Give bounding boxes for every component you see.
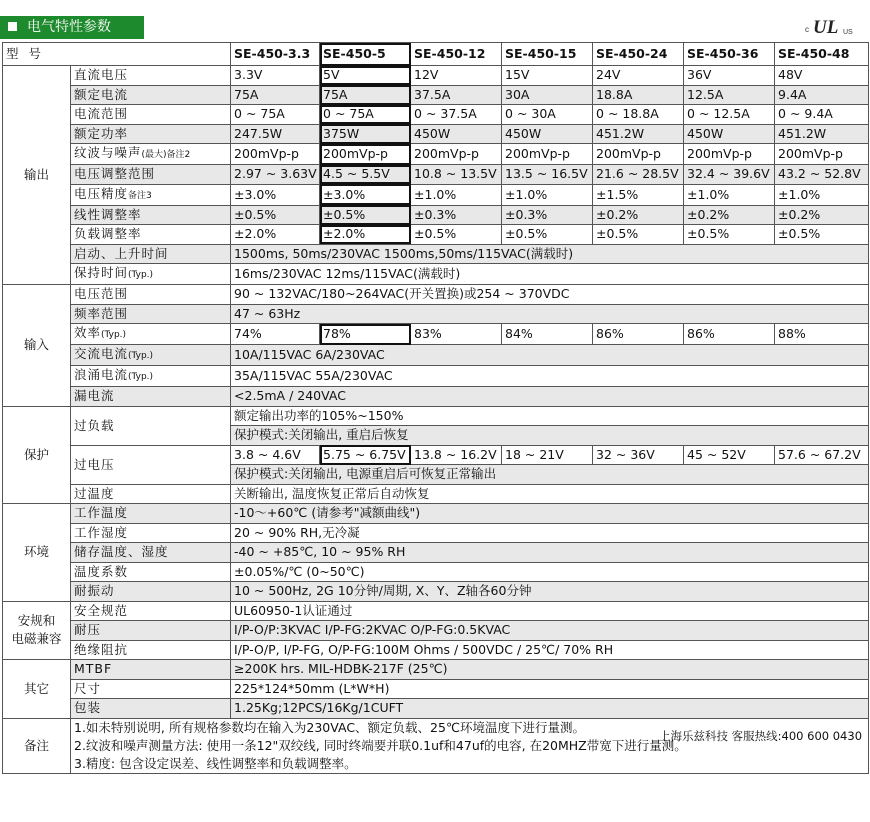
env-value: 10 ~ 500Hz, 2G 10分钟/周期, X、Y、Z轴各60分钟 xyxy=(231,582,869,602)
row-label xyxy=(71,205,231,225)
env-value: -10～+60℃ (请参考"减额曲线") xyxy=(231,504,869,524)
model-label: 型 号 xyxy=(3,43,231,66)
row-label xyxy=(71,387,231,407)
row-label-note: (Typ.) xyxy=(128,372,154,382)
row-label-text: 耐振动 xyxy=(74,583,115,599)
row-label xyxy=(71,324,231,345)
cert-us: US xyxy=(843,29,853,36)
row-label-text: 包装 xyxy=(74,700,102,716)
cell-value: 451.2W xyxy=(593,124,684,144)
row-label xyxy=(71,225,231,245)
row-label xyxy=(71,640,231,660)
model-name: SE-450-5 xyxy=(320,43,411,66)
cell-value: 0 ~ 37.5A xyxy=(411,105,502,125)
group-protection: 保护 xyxy=(3,406,71,504)
cell-value: ±1.0% xyxy=(775,184,869,205)
efficiency-value: 86% xyxy=(684,324,775,345)
inrush-value: 35A/115VAC 55A/230VAC xyxy=(231,366,869,387)
env-value: 20 ~ 90% RH,无冷凝 xyxy=(231,523,869,543)
group-safety-line1: 安规和 xyxy=(17,613,56,629)
leakage-value: <2.5mA / 240VAC xyxy=(231,387,869,407)
cell-value: ±0.5% xyxy=(411,225,502,245)
other-value: ≥200K hrs. MIL-HDBK-217F (25℃) xyxy=(231,660,869,680)
table-row xyxy=(3,621,869,641)
cell-value: 0 ~ 30A xyxy=(502,105,593,125)
voltage-range-value: 90 ~ 132VAC/180~264VAC(开关置换)或254 ~ 370VDC xyxy=(231,285,869,305)
cell-value: 48V xyxy=(775,66,869,86)
cell-value: 10.8 ~ 13.5V xyxy=(411,165,502,185)
table-row xyxy=(3,387,869,407)
row-label-text: 纹波与噪声 xyxy=(74,145,142,160)
cell-value: ±2.0% xyxy=(231,225,320,245)
cell-value: 21.6 ~ 28.5V xyxy=(593,165,684,185)
row-label xyxy=(71,679,231,699)
cell-value: 9.4A xyxy=(775,85,869,105)
model-name: SE-450-36 xyxy=(684,43,775,66)
row-label xyxy=(71,85,231,105)
row-label-text: 过负载 xyxy=(74,417,115,433)
row-label-text: 启动、上升时间 xyxy=(74,245,169,261)
row-label xyxy=(71,124,231,144)
row-label-text: 过电压 xyxy=(74,456,115,472)
cell-value: 200mVp-p xyxy=(593,144,684,165)
other-value: 1.25Kg;12PCS/16Kg/1CUFT xyxy=(231,699,869,719)
row-label xyxy=(71,105,231,125)
cell-value: 200mVp-p xyxy=(775,144,869,165)
efficiency-value: 78% xyxy=(320,324,411,345)
table-row xyxy=(3,165,869,185)
row-label-text: 频率范围 xyxy=(74,305,129,321)
group-safety xyxy=(3,601,71,660)
cell-value: ±0.3% xyxy=(502,205,593,225)
cell-value: 0 ~ 12.5A xyxy=(684,105,775,125)
row-label-text: 安全规范 xyxy=(74,602,129,618)
cell-value: 375W xyxy=(320,124,411,144)
table-row xyxy=(3,484,869,504)
hold-value: 16ms/230VAC 12ms/115VAC(满载时) xyxy=(231,264,869,285)
row-label-text: 额定功率 xyxy=(74,125,129,141)
row-label-text: 温度系数 xyxy=(74,563,129,579)
row-label xyxy=(71,621,231,641)
frequency-value: 47 ~ 63Hz xyxy=(231,304,869,324)
cell-value: 0 ~ 75A xyxy=(320,105,411,125)
cell-value: 15V xyxy=(502,66,593,86)
cell-value: 36V xyxy=(684,66,775,86)
row-label xyxy=(71,601,231,621)
row-label xyxy=(71,523,231,543)
row-label xyxy=(71,504,231,524)
row-label-note: (Typ.) xyxy=(128,351,154,361)
table-row xyxy=(3,345,869,366)
table-row xyxy=(3,225,869,245)
other-value: 225*124*50mm (L*W*H) xyxy=(231,679,869,699)
group-other: 其它 xyxy=(3,660,71,719)
cert-c: c xyxy=(805,25,809,34)
overvoltage-value: 32 ~ 36V xyxy=(593,445,684,465)
row-label-text: 电压范围 xyxy=(74,286,129,302)
table-row xyxy=(3,124,869,144)
spec-table xyxy=(2,42,869,774)
row-label-note: (最大)备注2 xyxy=(141,150,191,160)
row-label-text: 线性调整率 xyxy=(74,206,142,222)
row-label xyxy=(71,304,231,324)
table-row xyxy=(3,304,869,324)
model-name: SE-450-12 xyxy=(411,43,502,66)
note-line: 3.精度: 包含设定误差、线性调整率和负载调整率。 xyxy=(74,755,357,771)
group-notes: 备注 xyxy=(3,718,71,773)
cell-value: 0 ~ 9.4A xyxy=(775,105,869,125)
row-label-text: 绝缘阻抗 xyxy=(74,641,129,657)
table-row xyxy=(3,105,869,125)
cell-value: 4.5 ~ 5.5V xyxy=(320,165,411,185)
cell-value: 247.5W xyxy=(231,124,320,144)
row-label-text: 电压调整范围 xyxy=(74,166,156,182)
table-row xyxy=(3,264,869,285)
startup-value: 1500ms, 50ms/230VAC 1500ms,50ms/115VAC(满载时) xyxy=(231,244,869,264)
table-row xyxy=(3,718,869,773)
row-label xyxy=(71,244,231,264)
efficiency-value: 88% xyxy=(775,324,869,345)
table-row xyxy=(3,640,869,660)
row-label xyxy=(71,582,231,602)
cell-value: ±3.0% xyxy=(231,184,320,205)
cell-value: 200mVp-p xyxy=(502,144,593,165)
efficiency-value: 83% xyxy=(411,324,502,345)
row-label xyxy=(71,264,231,285)
cell-value: 0 ~ 75A xyxy=(231,105,320,125)
group-safety-line2: 电磁兼容 xyxy=(11,631,62,647)
cell-value: 200mVp-p xyxy=(684,144,775,165)
cell-value: ±0.2% xyxy=(684,205,775,225)
safety-value: UL60950-1认证通过 xyxy=(231,601,869,621)
group-input: 输入 xyxy=(3,285,71,407)
table-row xyxy=(3,184,869,205)
efficiency-value: 74% xyxy=(231,324,320,345)
row-label xyxy=(71,660,231,680)
ul-cert-icon xyxy=(803,14,863,38)
row-label-text: 工作湿度 xyxy=(74,524,129,540)
row-label-text: 负载调整率 xyxy=(74,226,142,242)
model-name: SE-450-48 xyxy=(775,43,869,66)
row-label xyxy=(71,699,231,719)
row-label-text: 额定电流 xyxy=(74,86,129,102)
cell-value: 200mVp-p xyxy=(231,144,320,165)
cell-value: ±0.5% xyxy=(231,205,320,225)
table-row xyxy=(3,85,869,105)
cell-value: 24V xyxy=(593,66,684,86)
ac-current-value: 10A/115VAC 6A/230VAC xyxy=(231,345,869,366)
model-name: SE-450-24 xyxy=(593,43,684,66)
table-row xyxy=(3,66,869,86)
cell-value: 200mVp-p xyxy=(411,144,502,165)
cell-value: 3.3V xyxy=(231,66,320,86)
efficiency-value: 86% xyxy=(593,324,684,345)
cell-value: 450W xyxy=(684,124,775,144)
row-label-text: 尺寸 xyxy=(74,680,102,696)
cell-value: ±0.5% xyxy=(775,225,869,245)
row-label-text: 耐压 xyxy=(74,622,102,638)
cell-value: ±0.5% xyxy=(684,225,775,245)
table-row xyxy=(3,660,869,680)
cell-value: ±0.2% xyxy=(775,205,869,225)
row-label-text: MTBF xyxy=(74,661,113,677)
cert-mark: UL xyxy=(813,17,839,38)
cell-value: ±1.0% xyxy=(684,184,775,205)
table-row xyxy=(3,144,869,165)
safety-value: I/P-O/P:3KVAC I/P-FG:2KVAC O/P-FG:0.5KVAC xyxy=(231,621,869,641)
overvoltage-mode: 保护模式:关闭输出, 电源重启后可恢复正常输出 xyxy=(231,465,869,485)
cell-value: 2.97 ~ 3.63V xyxy=(231,165,320,185)
cell-value: 18.8A xyxy=(593,85,684,105)
cell-value: 12.5A xyxy=(684,85,775,105)
group-output: 输出 xyxy=(3,66,71,285)
cell-value: ±3.0% xyxy=(320,184,411,205)
cell-value: ±0.5% xyxy=(593,225,684,245)
group-environment: 环境 xyxy=(3,504,71,602)
note-line: 1.如未特别说明, 所有规格参数均在输入为230VAC、额定负载、25℃环境温度下进行量测。 xyxy=(74,719,585,735)
row-label xyxy=(71,484,231,504)
safety-value: I/P-O/P, I/P-FG, O/P-FG:100M Ohms / 500VDC / 25℃/ 70% RH xyxy=(231,640,869,660)
square-bullet-icon xyxy=(8,22,17,31)
cell-value: ±0.2% xyxy=(593,205,684,225)
table-row xyxy=(3,601,869,621)
section-header xyxy=(0,16,144,39)
cell-value: 75A xyxy=(320,85,411,105)
row-label-text: 保持时间 xyxy=(74,265,129,280)
cell-value: ±2.0% xyxy=(320,225,411,245)
env-value: ±0.05%/℃ (0~50℃) xyxy=(231,562,869,582)
row-label-text: 漏电流 xyxy=(74,388,115,404)
row-label-note: 备注3 xyxy=(128,190,152,201)
table-row xyxy=(3,504,869,524)
overtemp-value: 关断输出, 温度恢复正常后自动恢复 xyxy=(231,484,869,504)
model-name: SE-450-3.3 xyxy=(231,43,320,66)
cell-value: 37.5A xyxy=(411,85,502,105)
row-label xyxy=(71,445,231,484)
row-label-text: 电流范围 xyxy=(74,106,129,122)
table-row xyxy=(3,523,869,543)
cell-value: 13.5 ~ 16.5V xyxy=(502,165,593,185)
cell-value: 200mVp-p xyxy=(320,144,411,165)
note-line: 2.纹波和噪声测量方法: 使用一条12"双绞线, 同时终端要并联0.1uf和47uf的电容, 在20MHZ带宽下进行量测。 xyxy=(74,737,687,753)
row-label-text: 交流电流 xyxy=(74,346,129,361)
cell-value: 30A xyxy=(502,85,593,105)
table-row xyxy=(3,679,869,699)
row-label xyxy=(71,144,231,165)
cell-value: ±0.5% xyxy=(502,225,593,245)
cell-value: 32.4 ~ 39.6V xyxy=(684,165,775,185)
notes-cell xyxy=(71,718,869,773)
cell-value: ±1.0% xyxy=(411,184,502,205)
section-title: 电气特性参数 xyxy=(27,19,111,35)
cell-value: 450W xyxy=(411,124,502,144)
table-row xyxy=(3,699,869,719)
row-label-note: (Typ.) xyxy=(128,270,154,280)
row-label xyxy=(71,66,231,86)
cell-value: 5V xyxy=(320,66,411,86)
row-label-text: 浪涌电流 xyxy=(74,367,129,382)
overload-value: 额定输出功率的105%~150% xyxy=(231,406,869,426)
cell-value: 451.2W xyxy=(775,124,869,144)
row-label xyxy=(71,406,231,445)
row-label xyxy=(71,543,231,563)
cell-value: ±0.3% xyxy=(411,205,502,225)
overload-mode: 保护模式:关闭输出, 重启后恢复 xyxy=(231,426,869,446)
row-label xyxy=(71,285,231,305)
table-row xyxy=(3,285,869,305)
cell-value: 0 ~ 18.8A xyxy=(593,105,684,125)
row-label xyxy=(71,345,231,366)
overvoltage-value: 57.6 ~ 67.2V xyxy=(775,445,869,465)
table-row xyxy=(3,205,869,225)
table-row xyxy=(3,43,869,66)
hotline-text: 上海乐兹科技 客服热线:400 600 0430 xyxy=(659,728,863,743)
table-row xyxy=(3,406,869,426)
row-label xyxy=(71,366,231,387)
table-row xyxy=(3,543,869,563)
efficiency-value: 84% xyxy=(502,324,593,345)
overvoltage-value: 3.8 ~ 4.6V xyxy=(231,445,320,465)
table-row xyxy=(3,366,869,387)
model-name: SE-450-15 xyxy=(502,43,593,66)
table-row xyxy=(3,244,869,264)
table-row xyxy=(3,445,869,465)
cell-value: 12V xyxy=(411,66,502,86)
overvoltage-value: 5.75 ~ 6.75V xyxy=(320,445,411,465)
cell-value: 450W xyxy=(502,124,593,144)
row-label xyxy=(71,184,231,205)
row-label-text: 直流电压 xyxy=(74,67,129,83)
row-label-note: (Typ.) xyxy=(101,330,127,340)
env-value: -40 ~ +85℃, 10 ~ 95% RH xyxy=(231,543,869,563)
overvoltage-value: 13.8 ~ 16.2V xyxy=(411,445,502,465)
row-label-text: 电压精度 xyxy=(74,185,129,201)
cell-value: ±1.5% xyxy=(593,184,684,205)
row-label-text: 效率 xyxy=(74,325,102,340)
cell-value: 43.2 ~ 52.8V xyxy=(775,165,869,185)
table-row xyxy=(3,562,869,582)
overvoltage-value: 45 ~ 52V xyxy=(684,445,775,465)
table-row xyxy=(3,582,869,602)
table-row xyxy=(3,324,869,345)
cell-value: ±1.0% xyxy=(502,184,593,205)
row-label xyxy=(71,165,231,185)
cell-value: 75A xyxy=(231,85,320,105)
row-label-text: 工作温度 xyxy=(74,505,129,521)
cell-value: ±0.5% xyxy=(320,205,411,225)
row-label-text: 过温度 xyxy=(74,485,115,501)
overvoltage-value: 18 ~ 21V xyxy=(502,445,593,465)
row-label xyxy=(71,562,231,582)
row-label-text: 储存温度、湿度 xyxy=(74,544,169,560)
